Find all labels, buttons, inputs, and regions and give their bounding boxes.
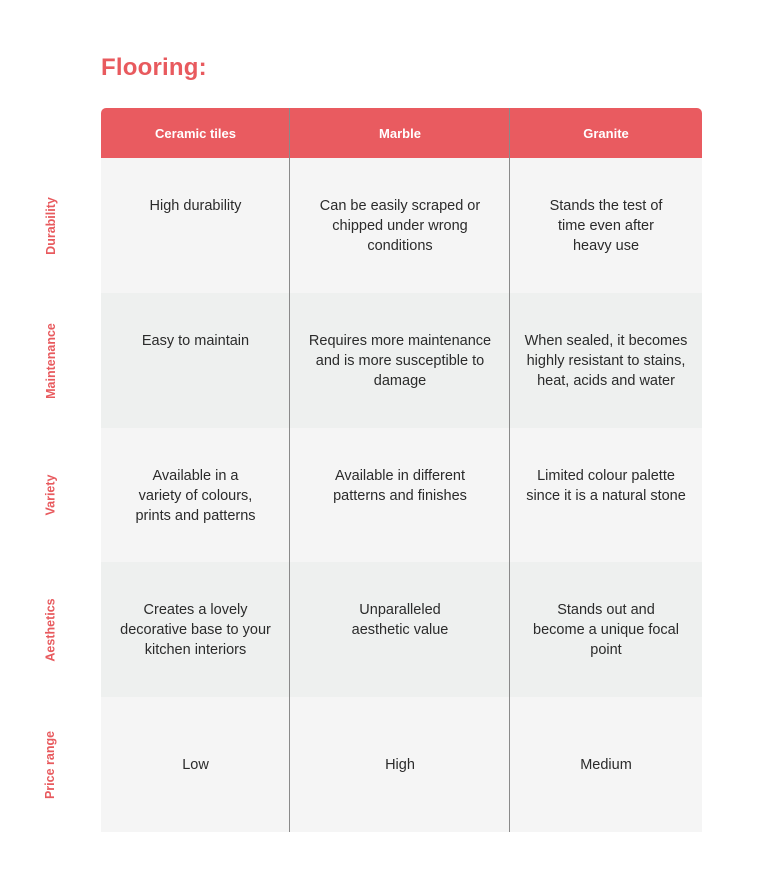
comparison-table: [101, 108, 702, 832]
row-label-price-range: [0, 697, 101, 832]
column-header-granite: Granite: [583, 125, 629, 141]
table-cell: Available in different patterns and finishes: [333, 468, 467, 504]
table-cell: High: [385, 756, 415, 773]
row-label-durability: [0, 158, 101, 293]
row-label-text: Price range: [43, 730, 58, 799]
table-cell: When sealed, it becomes highly resistant to stains, heat, acids and water: [524, 333, 688, 389]
table-cell: Easy to maintain: [141, 333, 250, 349]
row-label-text: Maintenance: [43, 322, 58, 399]
column-header-marble: Marble: [379, 125, 421, 141]
table-cell: Requires more maintenance and is more susceptible to damage: [308, 333, 492, 389]
table-cell: Limited colour palette since it is a natural stone: [526, 468, 686, 504]
table-cell: Low: [182, 756, 209, 773]
table-cell: High durability: [149, 198, 242, 214]
table-cell: Unparalleled aesthetic value: [351, 602, 449, 638]
table-row: [101, 428, 702, 562]
column-divider: [289, 108, 290, 832]
table-cell: Stands out and become a unique focal point: [533, 602, 679, 658]
table-row: [101, 562, 702, 697]
table-row: [101, 158, 702, 293]
row-label-aesthetics: [0, 562, 101, 697]
table-cell: Medium: [580, 756, 632, 773]
column-header-ceramic-tiles: Ceramic tiles: [155, 125, 236, 141]
table-header: [101, 108, 702, 158]
table-row: [101, 293, 702, 428]
table-cell: Stands the test of time even after heavy use: [549, 198, 663, 254]
row-label-text: Durability: [43, 196, 58, 255]
row-label-text: Aesthetics: [43, 597, 58, 662]
table-row: [101, 697, 702, 832]
table-cell: Available in a variety of colours, prints and patterns: [135, 468, 256, 524]
row-label-variety: [0, 428, 101, 562]
page-title: Flooring:: [101, 54, 207, 81]
table-cell: Can be easily scraped or chipped under wrong conditions: [319, 198, 481, 254]
table-cell: Creates a lovely decorative base to your kitchen interiors: [120, 602, 271, 658]
row-label-text: Variety: [43, 474, 58, 516]
row-label-maintenance: [0, 293, 101, 428]
column-divider: [509, 108, 510, 832]
